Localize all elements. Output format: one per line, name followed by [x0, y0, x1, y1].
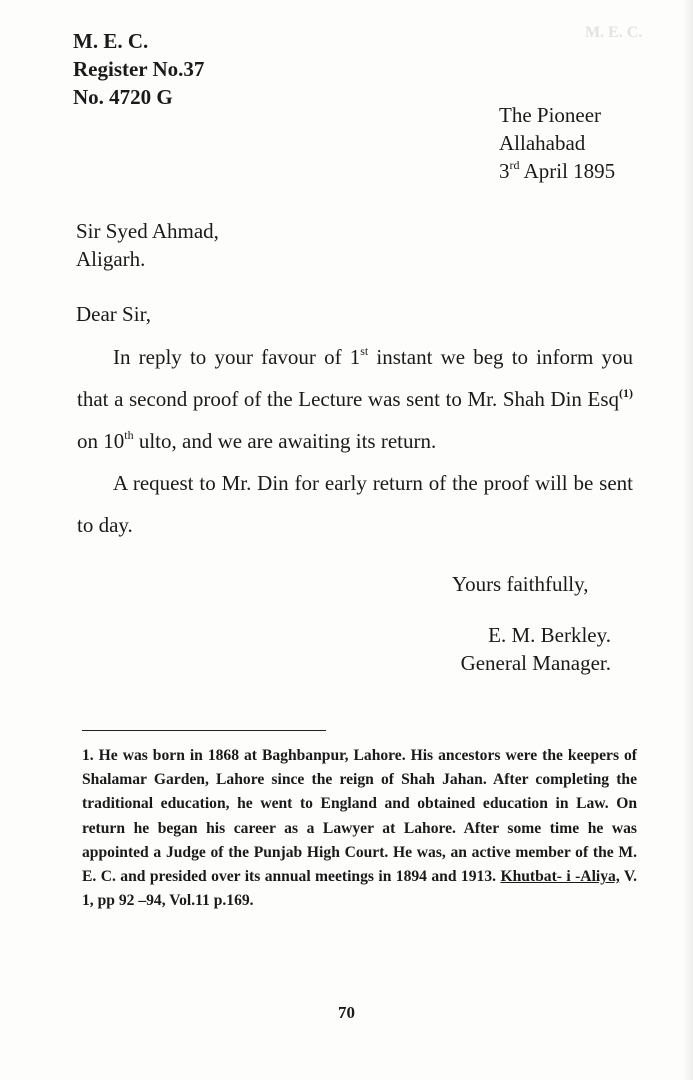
- closing: Yours faithfully,: [452, 572, 589, 596]
- body-paragraph-2: A request to Mr. Din for early return of the proof will be sent to day.: [77, 471, 633, 537]
- reference-register: Register No.37: [73, 57, 205, 81]
- reference-block: [73, 27, 204, 111]
- body-p1-part-c: on 10: [77, 429, 125, 453]
- page-edge-shadow: [683, 0, 693, 1080]
- body-p1-sup-th: th: [124, 428, 134, 442]
- body-p1-part-d: ulto, and we are awaiting its return.: [133, 429, 437, 453]
- bleed-through-text: M. E. C.: [585, 24, 643, 41]
- footnote-marker: (1): [619, 386, 633, 400]
- letter-body: [77, 336, 633, 546]
- sender-city: Allahabad: [499, 131, 586, 155]
- signatory-name: E. M. Berkley.: [488, 623, 611, 647]
- salutation: Dear Sir,: [76, 302, 151, 326]
- reference-number: No. 4720 G: [73, 85, 173, 109]
- sender-address-block: [499, 101, 615, 185]
- date-day: 3: [499, 159, 510, 183]
- recipient-place: Aligarh.: [76, 247, 146, 271]
- footnote-divider: [82, 730, 326, 731]
- footnote-source-title: Khutbat- i -Aliya,: [500, 868, 620, 886]
- letter-date: [499, 157, 615, 185]
- footnote-text: 1. He was born in 1868 at Baghbanpur, Lahore. His ancestors were the keepers of Shalamar Garden, Lahore since the reign of Shah Jahan. After completing the traditional education, he went to England and obtained education in Law. On return he began his career as a Lawyer at Lahore. After some time he was appointed a Judge of the Punjab High Court. He was, an active member of the M. E. C. and presided over its annual meetings in 1894 and 1913.: [82, 747, 637, 886]
- footnote-source-rest: V. 1, pp 92 –94, Vol.11 p.169.: [82, 868, 638, 910]
- footnote: [82, 744, 637, 913]
- signature-block: [445, 621, 611, 677]
- date-suffix: rd: [509, 158, 520, 172]
- recipient-block: [76, 217, 219, 273]
- body-paragraph-1: [77, 336, 633, 462]
- body-p1-sup-st: st: [360, 344, 369, 358]
- reference-org: M. E. C.: [73, 29, 149, 53]
- body-p1-part-b: instant we beg to inform you that a second proof of the Lecture was sent to Mr. Shah Din Esq: [77, 345, 633, 411]
- recipient-name: Sir Syed Ahmad,: [76, 219, 219, 243]
- signatory-title: General Manager.: [460, 651, 611, 675]
- body-p1-part-a: In reply to your favour of 1: [113, 345, 361, 369]
- page-number: 70: [338, 1003, 355, 1022]
- sender-name: The Pioneer: [499, 103, 602, 127]
- date-rest: April 1895: [519, 159, 616, 183]
